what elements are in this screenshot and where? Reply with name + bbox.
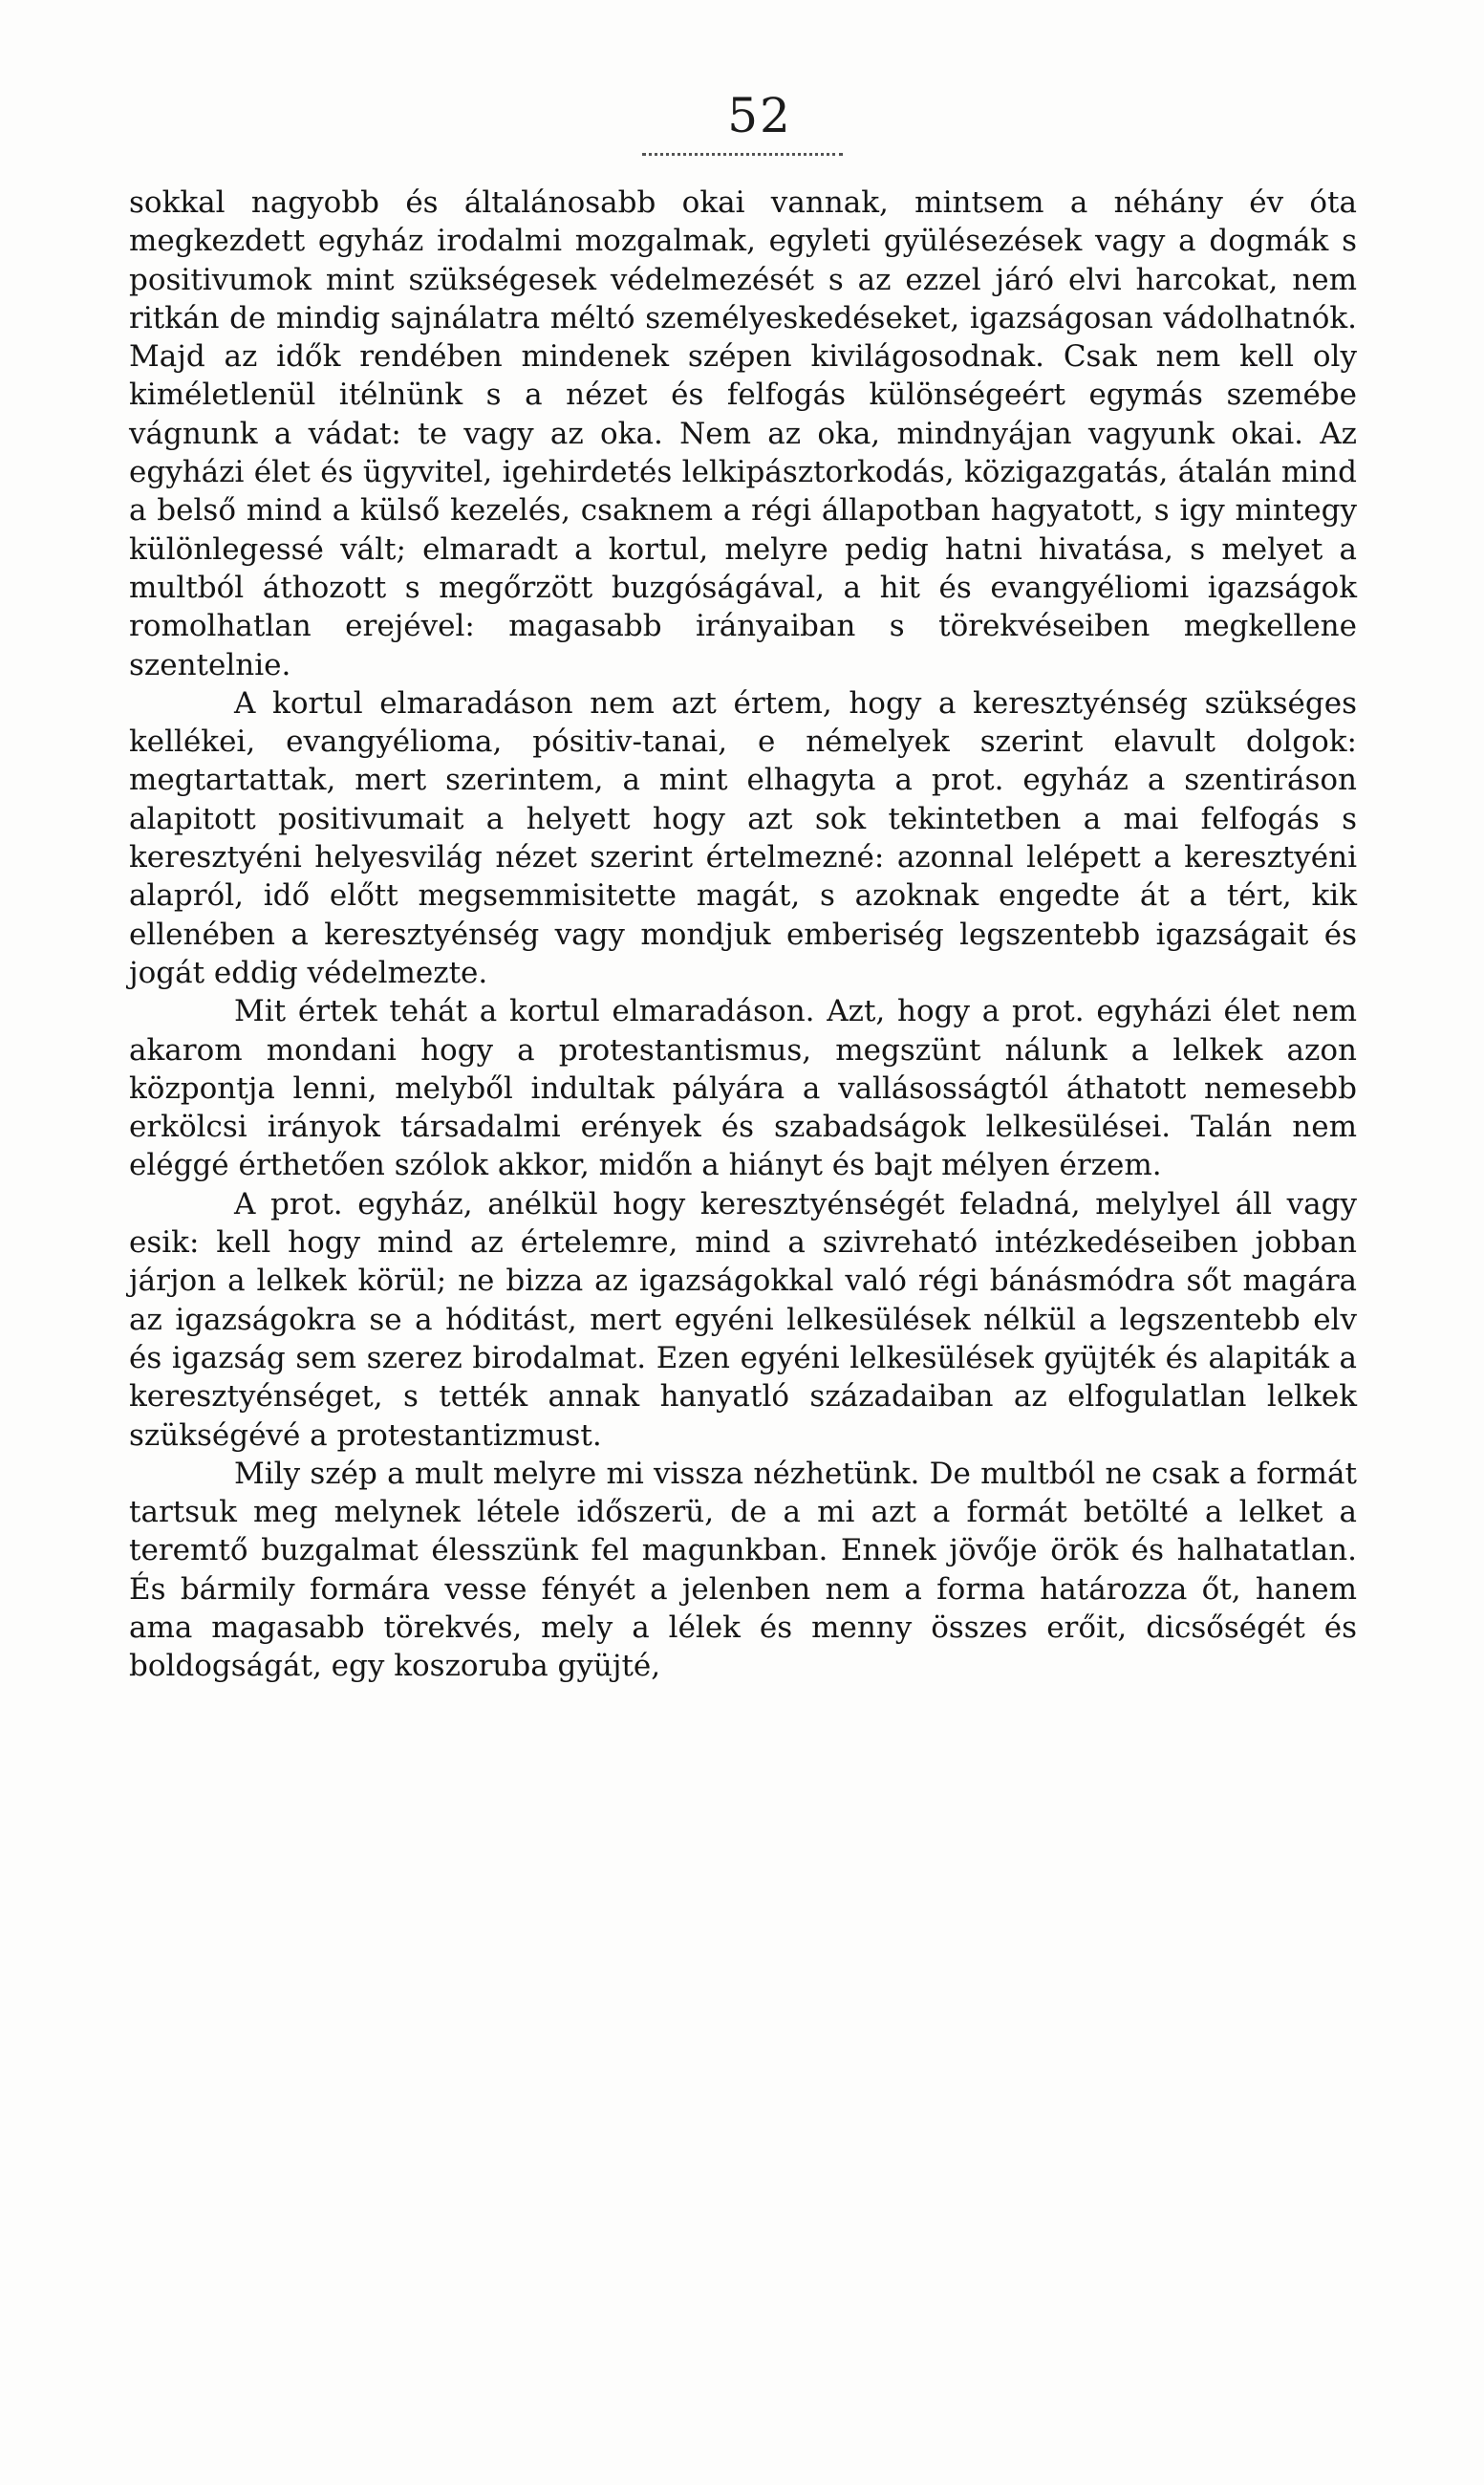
paragraph-3: Mit értek tehát a kortul elmaradáson. Azt, hogy a prot. egyházi élet nem akarom mondani hogy a protestantismus, megszünt nálunk a lelkek azon központja lenni, melyből indultak pályára a vallásosságtól áthatott nemesebb erkölcsi irányok társadalmi erények és szabadságok lelkesülései. Talán nem eléggé érthetően szólok akkor, midőn a hiányt és bajt mélyen érzem.	[129, 994, 1357, 1183]
paragraph-1: sokkal nagyobb és általánosabb okai vannak, mintsem a néhány év óta megkezdett egyház irodalmi mozgalmak, egyleti gyülésezések vagy a dogmák s positivumok mint szükségesek védelmezését s az ezzel járó elvi harcokat, nem ritkán de mindig sajnálatra méltó személyeskedéseket, igazságosan vádolhatnók. Majd az idők rendében mindenek szépen kivilágosodnak. Csak nem kell oly kiméletlenül itélnünk s a nézet és felfogás különségeért egymás szemébe vágnunk a vádat: te vagy az oka. Nem az oka, mindnyájan vagyunk okai. Az egyházi élet és ügyvitel, igehirdetés lelkipásztorkodás, közigazgatás, átalán mind a belső mind a külső kezelés, csaknem a régi állapotban hagyatott, s igy mintegy különlegessé vált; elmaradt a kortul, melyre pedig hatni hivatása, s melyet a multból áthozott s megőrzött buzgóságával, a hit és evangyéliomi igazságok romolhatlan erejével: magasabb irányaiban s törekvéseiben megkellene szentelnie.	[129, 185, 1357, 682]
header-ornament	[642, 153, 843, 160]
paragraph-5: Mily szép a mult melyre mi vissza nézhetünk. De multból ne csak a formát tartsuk meg melynek létele időszerü, de a mi azt a formát betölté a lelket a teremtő buzgalmat élesszünk fel magunkban. Ennek jövője örök és halhatatlan. És bármily formára vesse fényét a jelenben nem a forma határozza őt, hanem ama magasabb törekvés, mely a lélek és menny összes erőit, dicsőségét és boldogságát, egy koszoruba gyüjté,	[129, 1456, 1357, 1684]
paragraph-4: A prot. egyház, anélkül hogy keresztyénségét feladná, melylyel áll vagy esik: kell hogy mind az értelemre, mind a szivreható intézkedéseiben jobban járjon a lelkek körül; ne bizza az igazságokkal való régi bánásmódra sőt magára az igazságokra se a hóditást, mert egyéni lelkesülések nélkül a legszentebb elv és igazság sem szerez birodalmat. Ezen egyéni lelkesülések gyüjték és alapiták a keresztyénséget, s tették annak hanyatló századaiban az elfogulatlan lelkek szükségévé a protestantizmust.	[129, 1186, 1357, 1453]
body-text	[129, 184, 1357, 1686]
paragraph-2: A kortul elmaradáson nem azt értem, hogy a keresztyénség szükséges kellékei, evangyélioma, pósitiv-tanai, e némelyek szerint elavult dolgok: megtartattak, mert szerintem, a mint elhagyta a prot. egyház a szentiráson alapitott positivumait a helyett hogy azt sok tekintetben a mai felfogás s keresztyéni helyesvilág nézet szerint értelmezné: azonnal lelépett a keresztyéni alapról, idő előtt megsemmisitette magát, s azoknak engedte át a tért, kik ellenében a keresztyénség vagy mondjuk emberiség legszentebb igazságait és jogát eddig védelmezte.	[129, 685, 1357, 990]
page-number: 52	[727, 88, 792, 143]
